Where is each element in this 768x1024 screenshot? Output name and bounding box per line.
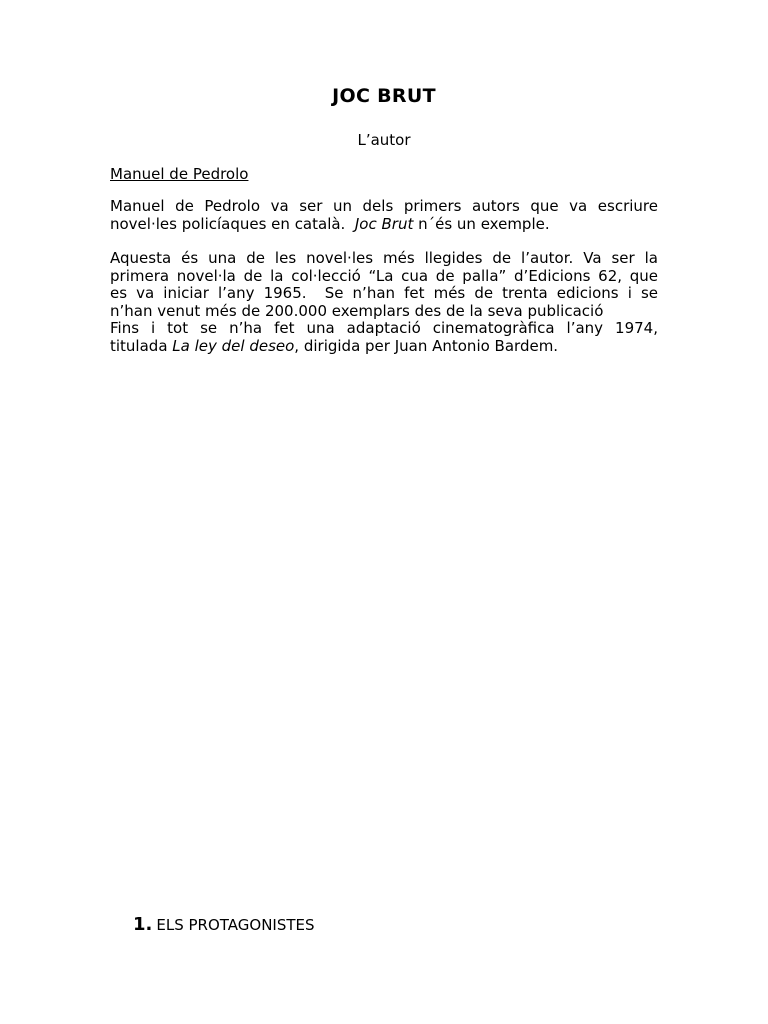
author-heading: Manuel de Pedrolo — [110, 165, 249, 183]
section-number: 1. — [133, 914, 153, 935]
paragraph-line — [110, 338, 658, 356]
paragraph-intro — [110, 198, 658, 233]
paragraph-line: Manuel de Pedrolo va ser un dels primers autors que va escriure — [110, 198, 658, 215]
section-title: ELS PROTAGONISTES — [156, 916, 315, 934]
text-run: titulada — [110, 337, 173, 355]
paragraph-details — [110, 250, 658, 355]
paragraph-line: es va iniciar l’any 1965. Se n’han fet més de trenta edicions i se — [110, 285, 658, 302]
paragraph-line — [110, 216, 658, 234]
document-title: JOC BRUT — [332, 85, 436, 107]
paragraph-line: n’han venut més de 200.000 exemplars des de la seva publicació — [110, 302, 604, 320]
text-run: , dirigida per Juan Antonio Bardem. — [294, 337, 559, 355]
text-run: n´és un exemple. — [413, 215, 550, 233]
document-subtitle: L’autor — [357, 131, 411, 149]
film-title-italic: La ley del deseo — [172, 337, 295, 355]
text-run: novel·les policíaques en català. — [110, 215, 355, 233]
section-heading — [133, 914, 315, 935]
paragraph-line: Fins i tot se n’ha fet una adaptació cinematogràfica l’any 1974, — [110, 320, 658, 337]
book-title-italic: Joc Brut — [354, 215, 414, 233]
paragraph-line: Aquesta és una de les novel·les més llegides de l’autor. Va ser la — [110, 250, 658, 267]
paragraph-line: primera novel·la de la col·lecció “La cua de palla” d’Edicions 62, que — [110, 267, 658, 285]
